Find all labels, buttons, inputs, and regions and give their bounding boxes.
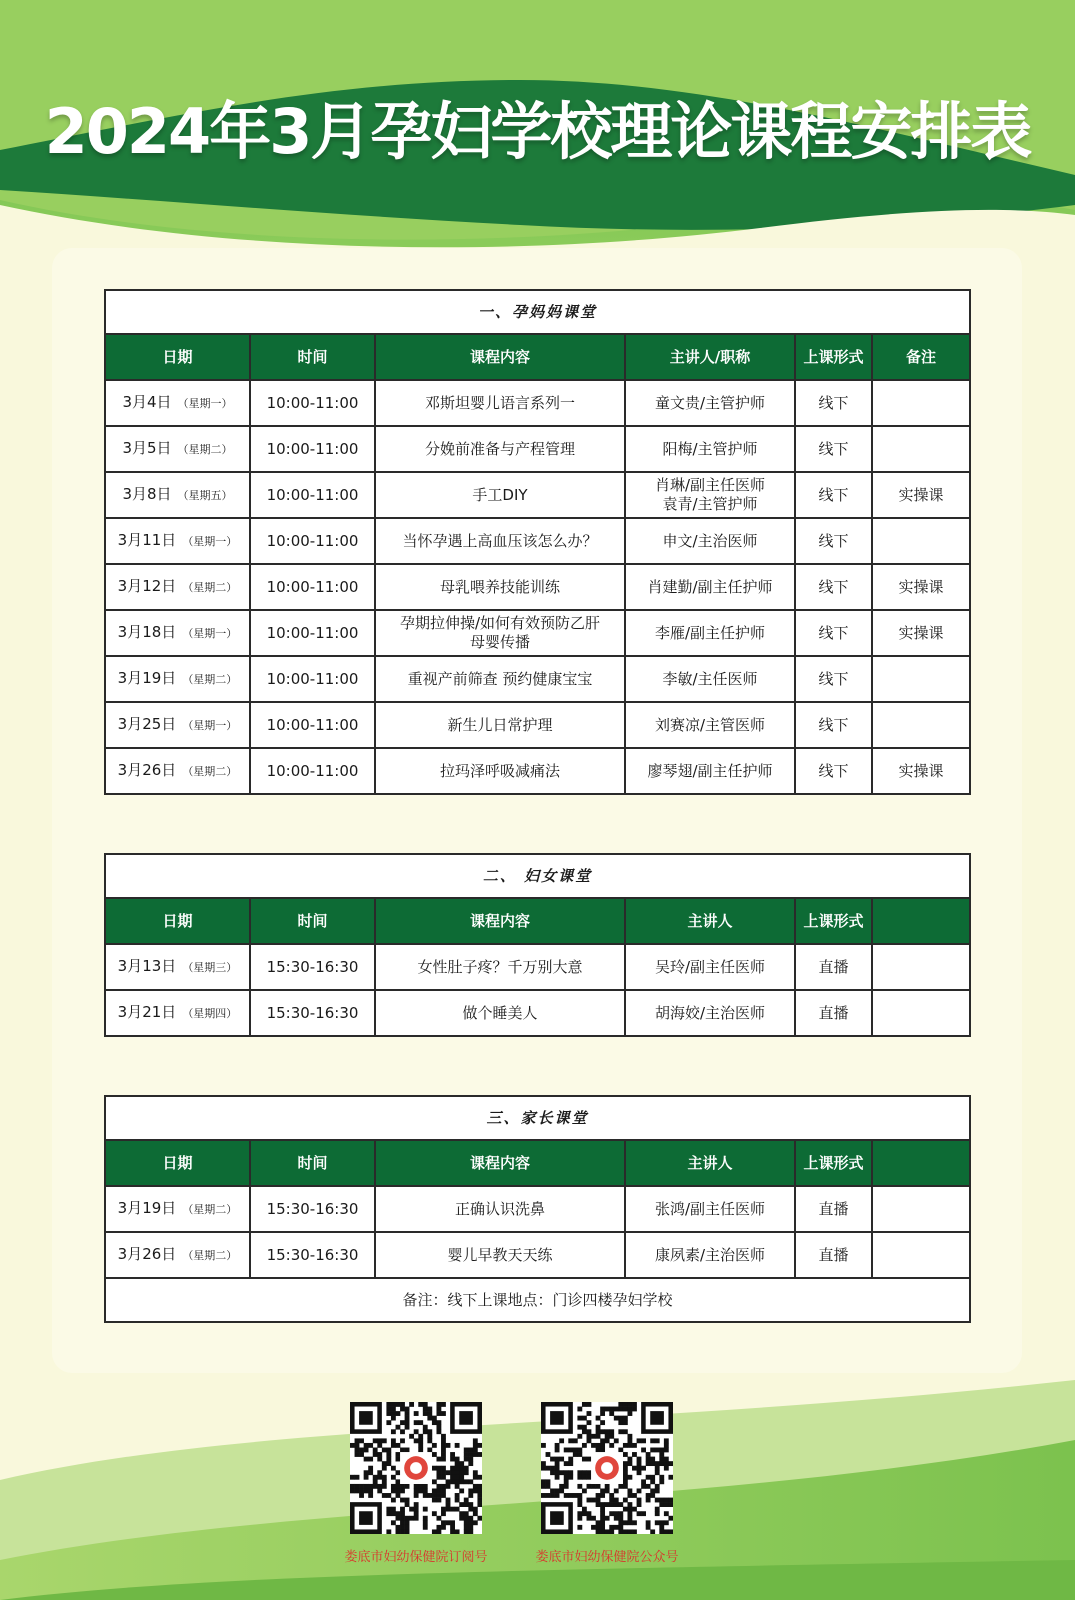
time-cell: 15:30-16:30: [250, 1186, 375, 1232]
column-header: [872, 1140, 970, 1186]
date-cell: [105, 472, 250, 518]
note-cell: [872, 1232, 970, 1278]
speaker-cell: 阳梅/主管护师: [625, 426, 795, 472]
column-header: 备注: [872, 334, 970, 380]
note-cell: [872, 518, 970, 564]
qr-code-icon: [541, 1402, 673, 1534]
date-text: 3月25日: [117, 715, 177, 733]
speaker-cell: 李敏/主任医师: [625, 656, 795, 702]
table-row: [105, 656, 970, 702]
speaker-cell: 童文贵/主管护师: [625, 380, 795, 426]
date-text: 3月8日: [122, 485, 172, 503]
date-text: 3月19日: [117, 1199, 177, 1217]
mode-cell: 线下: [795, 380, 872, 426]
mode-cell: 直播: [795, 990, 872, 1036]
speaker-cell: 刘赛凉/主管医师: [625, 702, 795, 748]
note-cell: 实操课: [872, 472, 970, 518]
date-cell: [105, 564, 250, 610]
date-cell: [105, 748, 250, 794]
date-text: 3月12日: [117, 577, 177, 595]
note-cell: [872, 702, 970, 748]
mode-cell: 直播: [795, 1232, 872, 1278]
time-cell: 10:00-11:00: [250, 518, 375, 564]
date-text: 3月5日: [122, 439, 172, 457]
date-cell: [105, 518, 250, 564]
table-row: [105, 1186, 970, 1232]
mode-cell: 线下: [795, 748, 872, 794]
time-cell: 10:00-11:00: [250, 610, 375, 656]
speaker-cell: 申文/主治医师: [625, 518, 795, 564]
weekday-text: （星期一）: [182, 627, 238, 640]
column-header: [872, 898, 970, 944]
mode-cell: 直播: [795, 1186, 872, 1232]
date-cell: [105, 656, 250, 702]
speaker-cell: 廖琴翅/副主任护师: [625, 748, 795, 794]
speaker-cell: 肖琳/副主任医师 袁青/主管护师: [625, 472, 795, 518]
note-cell: 实操课: [872, 564, 970, 610]
mode-cell: 线下: [795, 472, 872, 518]
date-text: 3月13日: [117, 957, 177, 975]
weekday-text: （星期三）: [182, 961, 238, 974]
note-cell: [872, 944, 970, 990]
column-header: 时间: [250, 334, 375, 380]
date-text: 3月4日: [122, 393, 172, 411]
weekday-text: （星期一）: [177, 397, 233, 410]
content-cell: 分娩前准备与产程管理: [375, 426, 625, 472]
table-row: [105, 610, 970, 656]
table-row: [105, 426, 970, 472]
weekday-text: （星期一）: [182, 535, 238, 548]
content-cell: 女性肚子疼？千万别大意: [375, 944, 625, 990]
mode-cell: 线下: [795, 564, 872, 610]
time-cell: 10:00-11:00: [250, 656, 375, 702]
column-header: 上课形式: [795, 334, 872, 380]
time-cell: 15:30-16:30: [250, 1232, 375, 1278]
date-cell: [105, 610, 250, 656]
qr-code-subscription[interactable]: [350, 1402, 482, 1534]
table-row: [105, 564, 970, 610]
qr-code-icon: [350, 1402, 482, 1534]
table-header-row: [105, 898, 970, 944]
weekday-text: （星期二）: [177, 443, 233, 456]
weekday-text: （星期二）: [182, 581, 238, 594]
date-cell: [105, 990, 250, 1036]
mode-cell: 线下: [795, 610, 872, 656]
table-row: [105, 1232, 970, 1278]
note-cell: [872, 656, 970, 702]
column-header: 主讲人: [625, 1140, 795, 1186]
weekday-text: （星期四）: [182, 1007, 238, 1020]
time-cell: 10:00-11:00: [250, 564, 375, 610]
date-cell: [105, 944, 250, 990]
section-title: 二、 妇女课堂: [105, 854, 970, 898]
table-row: [105, 472, 970, 518]
qr-caption-subscription: 娄底市妇幼保健院订阅号: [344, 1550, 488, 1565]
date-text: 3月26日: [117, 1245, 177, 1263]
table-row: [105, 518, 970, 564]
column-header: 上课形式: [795, 898, 872, 944]
qr-code-official-account[interactable]: [541, 1402, 673, 1534]
note-cell: [872, 1186, 970, 1232]
schedule-table-pregnant-mothers: [104, 289, 971, 795]
note-cell: [872, 380, 970, 426]
weekday-text: （星期二）: [182, 1249, 238, 1262]
mode-cell: 线下: [795, 656, 872, 702]
speaker-cell: 李雁/副主任护师: [625, 610, 795, 656]
section-title: 一、孕妈妈课堂: [105, 290, 970, 334]
column-header: 主讲人: [625, 898, 795, 944]
speaker-cell: 吴玲/副主任医师: [625, 944, 795, 990]
table-row: [105, 748, 970, 794]
page-title: 2024年3月孕妇学校理论课程安排表: [44, 95, 1031, 168]
table-row: [105, 990, 970, 1036]
weekday-text: （星期五）: [177, 489, 233, 502]
table-row: [105, 944, 970, 990]
weekday-text: （星期二）: [182, 1203, 238, 1216]
content-cell: 正确认识洗鼻: [375, 1186, 625, 1232]
mode-cell: 线下: [795, 702, 872, 748]
content-cell: 当怀孕遇上高血压该怎么办？: [375, 518, 625, 564]
column-header: 日期: [105, 334, 250, 380]
date-text: 3月19日: [117, 669, 177, 687]
time-cell: 15:30-16:30: [250, 990, 375, 1036]
table-header-row: [105, 1140, 970, 1186]
weekday-text: （星期一）: [182, 719, 238, 732]
footnote: 备注：线下上课地点：门诊四楼孕妇学校: [105, 1278, 970, 1322]
section-title-row: [105, 290, 970, 334]
table-header-row: [105, 334, 970, 380]
content-cell: 手工DIY: [375, 472, 625, 518]
schedule-table-parents: [104, 1095, 971, 1323]
date-text: 3月26日: [117, 761, 177, 779]
content-cell: 做个睡美人: [375, 990, 625, 1036]
speaker-cell: 肖建勤/副主任护师: [625, 564, 795, 610]
mode-cell: 线下: [795, 426, 872, 472]
date-cell: [105, 426, 250, 472]
date-text: 3月18日: [117, 623, 177, 641]
weekday-text: （星期二）: [182, 765, 238, 778]
column-header: 上课形式: [795, 1140, 872, 1186]
content-cell: 重视产前筛查 预约健康宝宝: [375, 656, 625, 702]
date-cell: [105, 702, 250, 748]
column-header: 日期: [105, 898, 250, 944]
speaker-cell: 张鸿/副主任医师: [625, 1186, 795, 1232]
column-header: 课程内容: [375, 1140, 625, 1186]
content-cell: 婴儿早教天天练: [375, 1232, 625, 1278]
date-text: 3月11日: [117, 531, 177, 549]
section-title-row: [105, 854, 970, 898]
date-cell: [105, 1232, 250, 1278]
qr-caption-official-account: 娄底市妇幼保健院公众号: [535, 1550, 679, 1565]
table-row: [105, 380, 970, 426]
column-header: 时间: [250, 898, 375, 944]
schedule-table-women: [104, 853, 971, 1037]
time-cell: 10:00-11:00: [250, 472, 375, 518]
note-cell: 实操课: [872, 610, 970, 656]
column-header: 主讲人/职称: [625, 334, 795, 380]
note-cell: [872, 990, 970, 1036]
time-cell: 10:00-11:00: [250, 380, 375, 426]
column-header: 日期: [105, 1140, 250, 1186]
mode-cell: 直播: [795, 944, 872, 990]
content-cell: 孕期拉伸操/如何有效预防乙肝 母婴传播: [375, 610, 625, 656]
content-cell: 拉玛泽呼吸减痛法: [375, 748, 625, 794]
content-cell: 母乳喂养技能训练: [375, 564, 625, 610]
column-header: 课程内容: [375, 898, 625, 944]
speaker-cell: 胡海姣/主治医师: [625, 990, 795, 1036]
mode-cell: 线下: [795, 518, 872, 564]
note-cell: 实操课: [872, 748, 970, 794]
time-cell: 10:00-11:00: [250, 702, 375, 748]
column-header: 课程内容: [375, 334, 625, 380]
date-cell: [105, 380, 250, 426]
date-cell: [105, 1186, 250, 1232]
note-cell: [872, 426, 970, 472]
section-title: 三、家长课堂: [105, 1096, 970, 1140]
column-header: 时间: [250, 1140, 375, 1186]
table-row: [105, 702, 970, 748]
weekday-text: （星期二）: [182, 673, 238, 686]
section-title-row: [105, 1096, 970, 1140]
speaker-cell: 康夙素/主治医师: [625, 1232, 795, 1278]
footnote-row: [105, 1278, 970, 1322]
content-cell: 新生儿日常护理: [375, 702, 625, 748]
time-cell: 10:00-11:00: [250, 748, 375, 794]
content-cell: 邓斯坦婴儿语言系列一: [375, 380, 625, 426]
time-cell: 10:00-11:00: [250, 426, 375, 472]
date-text: 3月21日: [117, 1003, 177, 1021]
time-cell: 15:30-16:30: [250, 944, 375, 990]
